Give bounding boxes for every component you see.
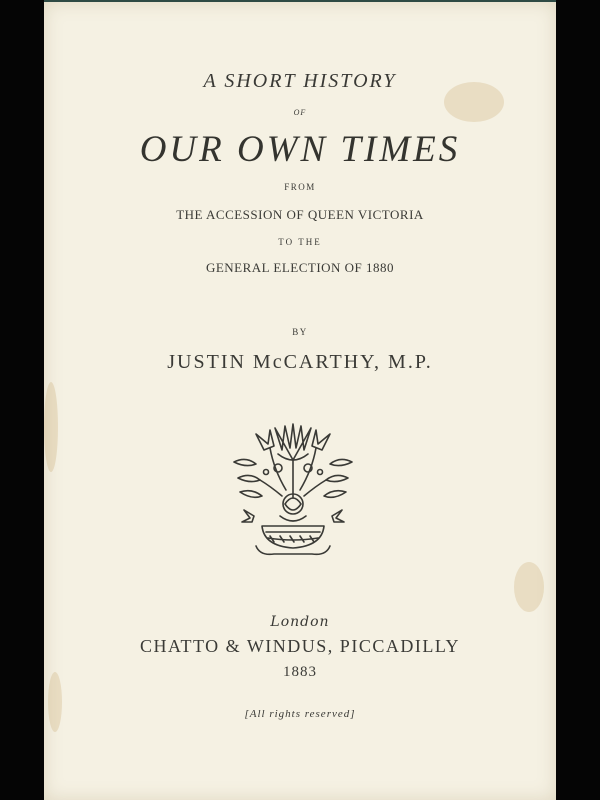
title-page <box>44 2 556 800</box>
left-margin <box>0 0 44 800</box>
lotus-flower-vase-icon <box>230 420 356 560</box>
book-title: OUR OWN TIMES <box>139 129 461 170</box>
publisher-name: CHATTO & WINDUS, PICCADILLY <box>139 636 461 656</box>
rights-notice: [All rights reserved] <box>244 708 356 720</box>
title-of: OF <box>293 108 307 117</box>
author-name: JUSTIN McCARTHY, M.P. <box>167 351 433 373</box>
subtitle-from: FROM <box>284 182 316 192</box>
paper-stain <box>48 672 62 732</box>
subtitle-election: GENERAL ELECTION OF 1880 <box>205 260 395 275</box>
paper-stain <box>44 382 58 472</box>
paper-stain <box>514 562 544 612</box>
publication-place: London <box>270 614 330 630</box>
title-prefix: A SHORT HISTORY <box>203 70 397 92</box>
subtitle-accession: THE ACCESSION OF QUEEN VICTORIA <box>176 207 424 222</box>
right-margin <box>556 0 600 800</box>
publication-year: 1883 <box>283 664 317 680</box>
author-by: BY <box>292 327 308 337</box>
subtitle-to-the: TO THE <box>278 237 322 247</box>
